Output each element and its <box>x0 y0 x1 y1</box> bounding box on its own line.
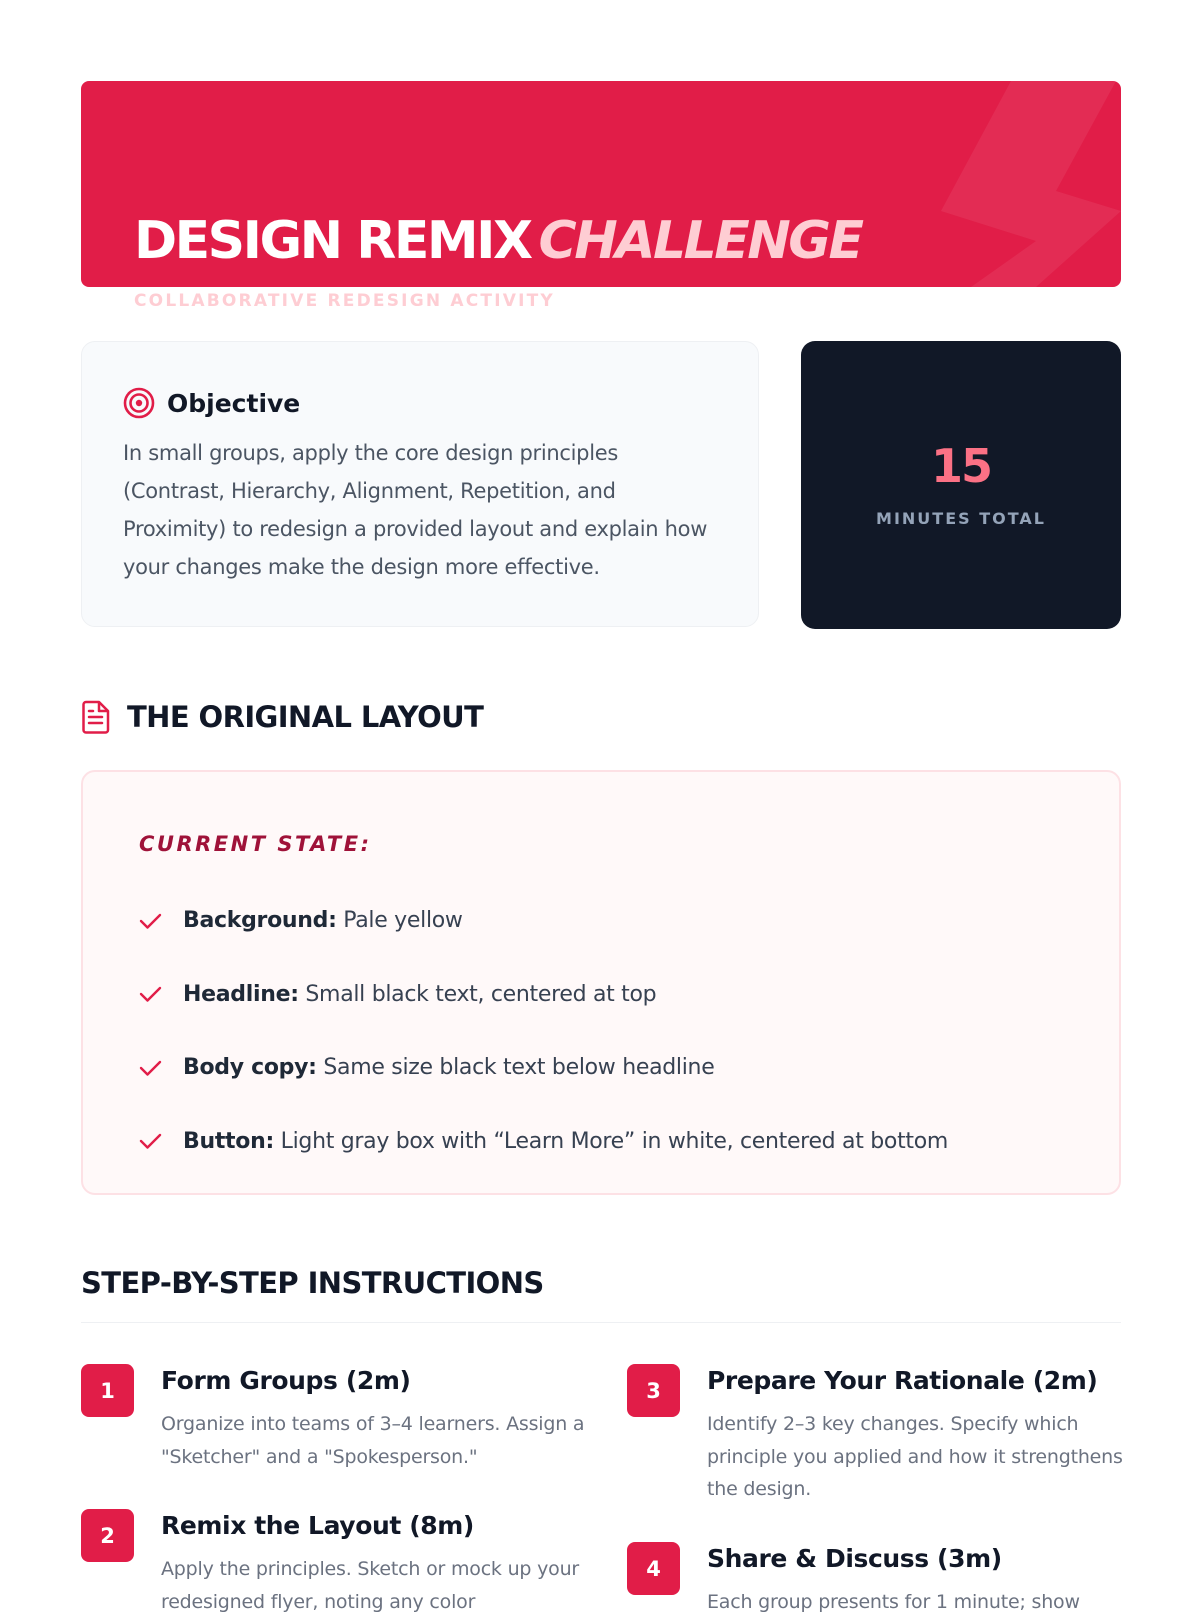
original-layout-title: THE ORIGINAL LAYOUT <box>127 700 484 734</box>
step-title: Prepare Your Rationale (2m) <box>707 1366 1098 1395</box>
state-value: Small black text, centered at top <box>298 981 657 1007</box>
original-layout-card <box>81 770 1121 1195</box>
lightning-bolt-icon <box>861 81 1121 287</box>
current-state-label: CURRENT STATE: <box>139 832 372 856</box>
objective-text: In small groups, apply the core design principles (Contrast, Hierarchy, Alignment, Repetition, and Proximity) to redesign a provided layout and explain how your changes make the design more effective. <box>123 441 708 579</box>
step-number-badge: 1 <box>81 1364 134 1417</box>
timer-label: MINUTES TOTAL <box>876 509 1046 528</box>
step-title: Form Groups (2m) <box>161 1366 411 1395</box>
instructions-heading <box>81 1266 544 1300</box>
state-key: Body copy: <box>183 1055 317 1081</box>
state-key: Headline: <box>183 981 299 1007</box>
list-item <box>139 958 948 1032</box>
state-value: Light gray box with “Learn More” in white, centered at bottom <box>273 1128 949 1154</box>
state-key: Background: <box>183 908 337 934</box>
objective-card <box>81 341 759 627</box>
state-value: Pale yellow <box>336 908 463 934</box>
list-item <box>139 884 948 958</box>
step-description: Each group presents for 1 minute; show <box>707 1591 1080 1613</box>
hero-title <box>134 211 862 271</box>
check-icon <box>139 985 162 1003</box>
step-number-badge: 2 <box>81 1509 134 1562</box>
list-item <box>139 1105 948 1179</box>
hero-title-main: DESIGN REMIX <box>134 211 531 271</box>
step-description: Organize into teams of 3–4 learners. Assign a "Sketcher" and a "Spokesperson." <box>161 1413 585 1468</box>
objective-title: Objective <box>167 388 301 418</box>
state-value: Same size black text below headline <box>316 1055 715 1081</box>
timer-card <box>801 341 1121 629</box>
check-icon <box>139 912 162 930</box>
step-description: Apply the principles. Sketch or mock up your redesigned flyer, noting any color <box>161 1558 580 1613</box>
timer-value: 15 <box>930 439 991 493</box>
hero-banner <box>81 81 1121 311</box>
document-icon <box>81 700 111 734</box>
step-number-badge: 4 <box>627 1542 680 1595</box>
check-icon <box>139 1132 162 1150</box>
step-number-badge: 3 <box>627 1364 680 1417</box>
step-title: Share & Discuss (3m) <box>707 1544 1002 1573</box>
step-title: Remix the Layout (8m) <box>161 1511 474 1540</box>
hero-title-accent: CHALLENGE <box>538 211 862 271</box>
current-state-list <box>139 884 948 1178</box>
instructions-title: STEP-BY-STEP INSTRUCTIONS <box>81 1266 544 1300</box>
original-layout-heading <box>81 700 483 734</box>
hero-subtitle: COLLABORATIVE REDESIGN ACTIVITY <box>134 291 555 311</box>
objective-header <box>123 387 300 419</box>
step-description: Identify 2–3 key changes. Specify which principle you applied and how it strengthens the design. <box>707 1413 1123 1500</box>
state-key: Button: <box>183 1128 274 1154</box>
check-icon <box>139 1059 162 1077</box>
target-icon <box>123 387 155 419</box>
list-item <box>139 1031 948 1105</box>
section-divider <box>81 1322 1121 1323</box>
